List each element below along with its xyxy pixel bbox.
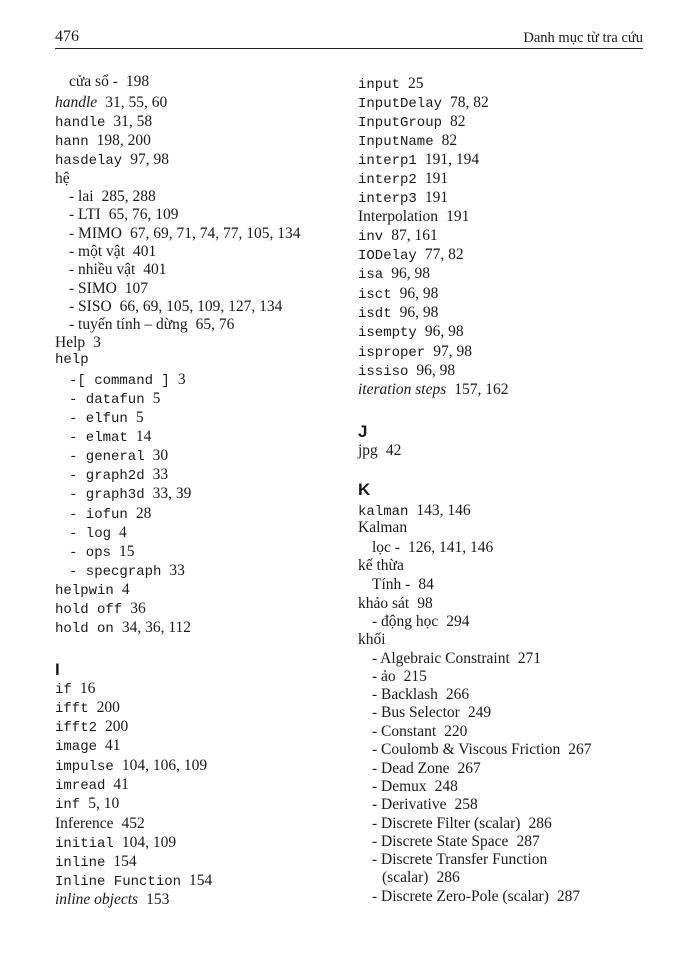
index-term: - elfun bbox=[69, 411, 128, 427]
index-pages: 65, 76, 109 bbox=[108, 206, 179, 223]
index-pages: 220 bbox=[444, 723, 468, 740]
index-pages: 452 bbox=[121, 815, 145, 832]
page-number: 476 bbox=[55, 28, 79, 45]
index-entry bbox=[358, 169, 448, 190]
index-term: ifft bbox=[55, 701, 89, 717]
index-pages: 286 bbox=[436, 869, 460, 886]
index-entry bbox=[55, 775, 129, 796]
index-term: - ảo bbox=[372, 668, 396, 685]
index-pages: 34, 36, 112 bbox=[121, 619, 191, 636]
index-entry bbox=[372, 538, 493, 557]
index-entry bbox=[55, 333, 101, 352]
index-pages: 33 bbox=[169, 562, 185, 579]
index-pages: 31, 55, 60 bbox=[105, 94, 168, 111]
index-entry bbox=[358, 284, 438, 305]
index-entry bbox=[69, 523, 127, 544]
index-entry bbox=[55, 756, 207, 777]
index-entry bbox=[69, 242, 156, 261]
index-term: InputName bbox=[358, 134, 434, 150]
index-term: Kalman bbox=[358, 519, 408, 536]
index-entry bbox=[55, 833, 176, 854]
index-entry bbox=[358, 131, 457, 152]
index-term: - iofun bbox=[69, 507, 128, 523]
index-entry bbox=[69, 72, 149, 91]
index-entry bbox=[372, 703, 491, 722]
index-entry bbox=[55, 93, 167, 112]
index-term: InputDelay bbox=[358, 96, 443, 112]
index-term: iteration steps bbox=[358, 381, 447, 398]
index-term: InputGroup bbox=[358, 115, 443, 131]
index-entry bbox=[372, 649, 541, 668]
index-pages: 249 bbox=[467, 704, 492, 721]
index-pages: 3 bbox=[177, 371, 186, 388]
index-entry bbox=[372, 722, 467, 741]
index-entry bbox=[69, 427, 151, 448]
index-entry bbox=[69, 446, 168, 467]
index-pages: 191, 194 bbox=[424, 151, 480, 168]
index-term: - Discrete Transfer Function bbox=[372, 851, 548, 868]
index-pages: 401 bbox=[132, 243, 157, 260]
index-entry bbox=[55, 580, 130, 601]
index-pages: 96, 98 bbox=[399, 285, 439, 302]
index-pages: 96, 98 bbox=[416, 362, 456, 379]
index-entry bbox=[372, 685, 469, 704]
index-pages: 30 bbox=[152, 447, 169, 464]
index-term: - Backlash bbox=[372, 686, 438, 703]
index-entry bbox=[69, 542, 135, 563]
index-term: - specgraph bbox=[69, 564, 162, 580]
index-entry bbox=[55, 698, 120, 719]
index-pages: 285, 288 bbox=[101, 188, 156, 205]
index-entry bbox=[55, 150, 169, 171]
index-term: Tính - bbox=[372, 576, 411, 593]
index-entry bbox=[358, 226, 438, 247]
page-header bbox=[55, 26, 643, 49]
index-pages: 286 bbox=[528, 815, 552, 832]
index-pages: 215 bbox=[403, 668, 427, 685]
index-pages: 96, 98 bbox=[424, 323, 464, 340]
index-term: - Dead Zone bbox=[372, 760, 450, 777]
index-pages: 154 bbox=[189, 872, 213, 889]
index-pages: 287 bbox=[556, 888, 581, 905]
index-pages: 266 bbox=[445, 686, 470, 703]
index-term: Inline Function bbox=[55, 874, 182, 890]
index-entry bbox=[55, 351, 89, 370]
index-term: interp2 bbox=[358, 172, 417, 188]
index-pages: 15 bbox=[119, 543, 135, 560]
index-entry bbox=[55, 871, 212, 892]
index-term: - nhiều vật bbox=[69, 261, 136, 278]
index-term: - graph2d bbox=[69, 468, 145, 484]
index-entry bbox=[69, 279, 148, 298]
index-term: - general bbox=[69, 449, 145, 465]
index-entry bbox=[358, 322, 464, 343]
index-pages: 191 bbox=[424, 189, 449, 206]
index-term: impulse bbox=[55, 759, 114, 775]
index-term: inline bbox=[55, 855, 106, 871]
index-term: - Discrete Zero-Pole (scalar) bbox=[372, 888, 549, 905]
index-entry bbox=[69, 297, 282, 316]
index-entry bbox=[372, 575, 434, 594]
index-pages: 267 bbox=[568, 741, 592, 758]
index-pages: 154 bbox=[113, 853, 137, 870]
index-entry bbox=[69, 561, 185, 582]
index-term: inv bbox=[358, 229, 384, 245]
index-entry bbox=[372, 667, 427, 686]
index-pages: 41 bbox=[105, 737, 121, 754]
index-pages: 84 bbox=[418, 576, 434, 593]
index-pages: 248 bbox=[434, 778, 458, 795]
section-letter: K bbox=[358, 480, 371, 499]
index-term: (scalar) bbox=[382, 869, 429, 886]
index-pages: 96, 98 bbox=[391, 265, 430, 282]
index-pages: 104, 109 bbox=[121, 834, 177, 851]
index-term: interp1 bbox=[358, 153, 417, 169]
index-entry bbox=[69, 389, 160, 410]
index-term: handle bbox=[55, 115, 106, 131]
index-term: - lai bbox=[69, 188, 94, 205]
index-term: - một vật bbox=[69, 243, 125, 260]
index-entry bbox=[358, 245, 464, 266]
index-pages: 5, 10 bbox=[88, 795, 120, 812]
index-pages: 25 bbox=[408, 75, 424, 92]
index-pages: 4 bbox=[119, 524, 127, 541]
index-term: - tuyến tính – dừng bbox=[69, 316, 188, 333]
index-pages: 5 bbox=[135, 409, 144, 426]
index-term: issiso bbox=[358, 364, 409, 380]
index-pages: 5 bbox=[152, 390, 161, 407]
index-entry bbox=[372, 814, 552, 833]
index-entry bbox=[69, 315, 234, 334]
index-term: helpwin bbox=[55, 583, 114, 599]
index-entry bbox=[358, 380, 509, 399]
index-term: IODelay bbox=[358, 248, 417, 264]
index-term: isdt bbox=[358, 306, 392, 322]
index-term: khối bbox=[358, 631, 386, 648]
index-pages: 294 bbox=[446, 613, 470, 630]
index-entry bbox=[55, 717, 128, 738]
index-pages: 200 bbox=[96, 699, 120, 716]
index-pages: 104, 106, 109 bbox=[121, 757, 208, 774]
index-pages: 126, 141, 146 bbox=[407, 539, 494, 556]
index-term: - động học bbox=[372, 613, 439, 630]
index-term: interp3 bbox=[358, 191, 417, 207]
index-entry bbox=[55, 890, 169, 909]
index-term: Help bbox=[55, 334, 86, 351]
index-term: kalman bbox=[358, 504, 409, 520]
index-entry bbox=[358, 150, 479, 171]
index-pages: 191 bbox=[424, 170, 449, 187]
index-entry bbox=[372, 832, 540, 851]
index-term: khảo sát bbox=[358, 595, 410, 612]
index-pages: 28 bbox=[135, 505, 152, 522]
index-entry bbox=[382, 868, 460, 887]
index-pages: 82 bbox=[450, 113, 466, 130]
index-pages: 198 bbox=[125, 73, 150, 90]
index-term: cửa sổ - bbox=[69, 73, 118, 90]
index-term: initial bbox=[55, 836, 114, 852]
index-entry bbox=[372, 740, 591, 759]
section-letter: J bbox=[358, 422, 368, 441]
index-term: inf bbox=[55, 797, 81, 813]
index-entry bbox=[69, 504, 151, 525]
index-entry bbox=[55, 131, 151, 152]
index-entry bbox=[69, 484, 191, 505]
index-term: isempty bbox=[358, 325, 417, 341]
index-pages: 107 bbox=[124, 280, 149, 297]
index-entry bbox=[372, 759, 481, 778]
index-entry bbox=[69, 224, 300, 243]
index-entry bbox=[55, 599, 146, 620]
index-term: - Demux bbox=[372, 778, 427, 795]
index-entry bbox=[358, 441, 401, 460]
index-term: inline objects bbox=[55, 891, 139, 908]
index-entry bbox=[358, 74, 424, 95]
index-entry bbox=[69, 187, 156, 206]
index-entry bbox=[358, 93, 489, 114]
index-term: hann bbox=[55, 134, 89, 150]
index-term: hasdelay bbox=[55, 153, 123, 169]
index-entry bbox=[372, 612, 470, 631]
index-term: jpg bbox=[358, 442, 378, 459]
index-entry bbox=[358, 361, 455, 382]
index-term: - SISO bbox=[69, 298, 112, 315]
index-term: image bbox=[55, 739, 98, 755]
index-pages: 4 bbox=[121, 581, 130, 598]
index-entry bbox=[55, 112, 152, 133]
index-entry bbox=[55, 679, 95, 700]
index-term: - MIMO bbox=[69, 225, 122, 242]
index-pages: 198, 200 bbox=[96, 132, 151, 149]
index-entry bbox=[55, 169, 70, 188]
index-entry bbox=[358, 556, 404, 575]
section-letter: I bbox=[55, 660, 60, 679]
index-pages: 271 bbox=[517, 650, 541, 667]
index-pages: 87, 161 bbox=[391, 227, 438, 244]
index-entry bbox=[358, 112, 466, 133]
index-pages: 267 bbox=[457, 760, 481, 777]
index-term: hold off bbox=[55, 602, 123, 618]
index-entry bbox=[358, 188, 448, 209]
index-pages: 31, 58 bbox=[113, 113, 153, 130]
index-term: input bbox=[358, 77, 401, 93]
index-pages: 200 bbox=[105, 718, 129, 735]
index-pages: 97, 98 bbox=[433, 343, 472, 360]
index-entry bbox=[358, 264, 430, 285]
index-pages: 157, 162 bbox=[454, 381, 509, 398]
index-entry bbox=[372, 850, 547, 869]
index-entry bbox=[69, 205, 178, 224]
index-term: hệ bbox=[55, 170, 70, 187]
index-term: - graph3d bbox=[69, 487, 145, 503]
index-entry bbox=[69, 408, 144, 429]
index-entry bbox=[358, 207, 469, 226]
index-term: hold on bbox=[55, 621, 114, 637]
index-entry bbox=[55, 852, 137, 873]
index-term: imread bbox=[55, 778, 106, 794]
index-pages: 16 bbox=[79, 680, 96, 697]
index-term: - Derivative bbox=[372, 796, 447, 813]
index-term: Interpolation bbox=[358, 208, 439, 225]
index-term: kế thừa bbox=[358, 557, 404, 574]
index-term: lọc - bbox=[372, 539, 400, 556]
index-term: - SIMO bbox=[69, 280, 117, 297]
index-pages: 82 bbox=[441, 132, 458, 149]
index-term: handle bbox=[55, 94, 98, 111]
index-pages: 66, 69, 105, 109, 127, 134 bbox=[119, 298, 283, 315]
index-pages: 401 bbox=[143, 261, 167, 278]
index-pages: 3 bbox=[93, 334, 101, 351]
index-term: if bbox=[55, 682, 72, 698]
index-entry bbox=[55, 814, 145, 833]
index-entry bbox=[55, 736, 121, 757]
index-pages: 191 bbox=[446, 208, 470, 225]
index-entry bbox=[55, 618, 191, 639]
index-pages: 41 bbox=[113, 776, 129, 793]
index-term: - Discrete Filter (scalar) bbox=[372, 815, 521, 832]
index-pages: 153 bbox=[146, 891, 170, 908]
index-pages: 33, 39 bbox=[152, 485, 192, 502]
index-term: isa bbox=[358, 267, 384, 283]
index-term: - datafun bbox=[69, 392, 145, 408]
index-term: - Constant bbox=[372, 723, 437, 740]
index-pages: 42 bbox=[385, 442, 402, 459]
index-pages: 98 bbox=[417, 595, 433, 612]
index-entry bbox=[358, 594, 433, 613]
index-term: isct bbox=[358, 287, 392, 303]
index-term: - Coulomb & Viscous Friction bbox=[372, 741, 561, 758]
index-pages: 143, 146 bbox=[416, 502, 471, 519]
index-term: isproper bbox=[358, 345, 426, 361]
index-entry bbox=[55, 794, 119, 815]
index-term: ifft2 bbox=[55, 720, 98, 736]
index-entry bbox=[372, 777, 458, 796]
index-pages: 33 bbox=[152, 466, 169, 483]
index-term: - ops bbox=[69, 545, 112, 561]
index-pages: 258 bbox=[454, 796, 478, 813]
index-pages: 65, 76 bbox=[195, 316, 235, 333]
index-entry bbox=[372, 887, 580, 906]
index-entry bbox=[69, 260, 167, 279]
index-entry bbox=[69, 370, 186, 391]
index-term: - Algebraic Constraint bbox=[372, 650, 510, 667]
index-pages: 287 bbox=[516, 833, 540, 850]
index-entry bbox=[358, 518, 407, 537]
index-entry bbox=[372, 795, 478, 814]
index-entry bbox=[358, 303, 438, 324]
index-pages: 14 bbox=[135, 428, 152, 445]
index-term: - LTI bbox=[69, 206, 101, 223]
index-entry bbox=[358, 630, 386, 649]
index-pages: 78, 82 bbox=[450, 94, 489, 111]
index-pages: 67, 69, 71, 74, 77, 105, 134 bbox=[129, 225, 301, 242]
running-head: Danh mục từ tra cứu bbox=[523, 30, 643, 46]
index-pages: 97, 98 bbox=[130, 151, 169, 168]
index-term: - Bus Selector bbox=[372, 704, 460, 721]
index-term: - elmat bbox=[69, 430, 128, 446]
index-term: - Discrete State Space bbox=[372, 833, 509, 850]
index-entry bbox=[358, 342, 472, 363]
index-pages: 77, 82 bbox=[424, 246, 464, 263]
index-entry bbox=[69, 465, 168, 486]
index-pages: 96, 98 bbox=[399, 304, 439, 321]
index-term: help bbox=[55, 352, 89, 368]
index-term: - log bbox=[69, 526, 112, 542]
index-term: -[ command ] bbox=[69, 373, 170, 389]
index-term: Inference bbox=[55, 815, 114, 832]
index-pages: 36 bbox=[130, 600, 146, 617]
